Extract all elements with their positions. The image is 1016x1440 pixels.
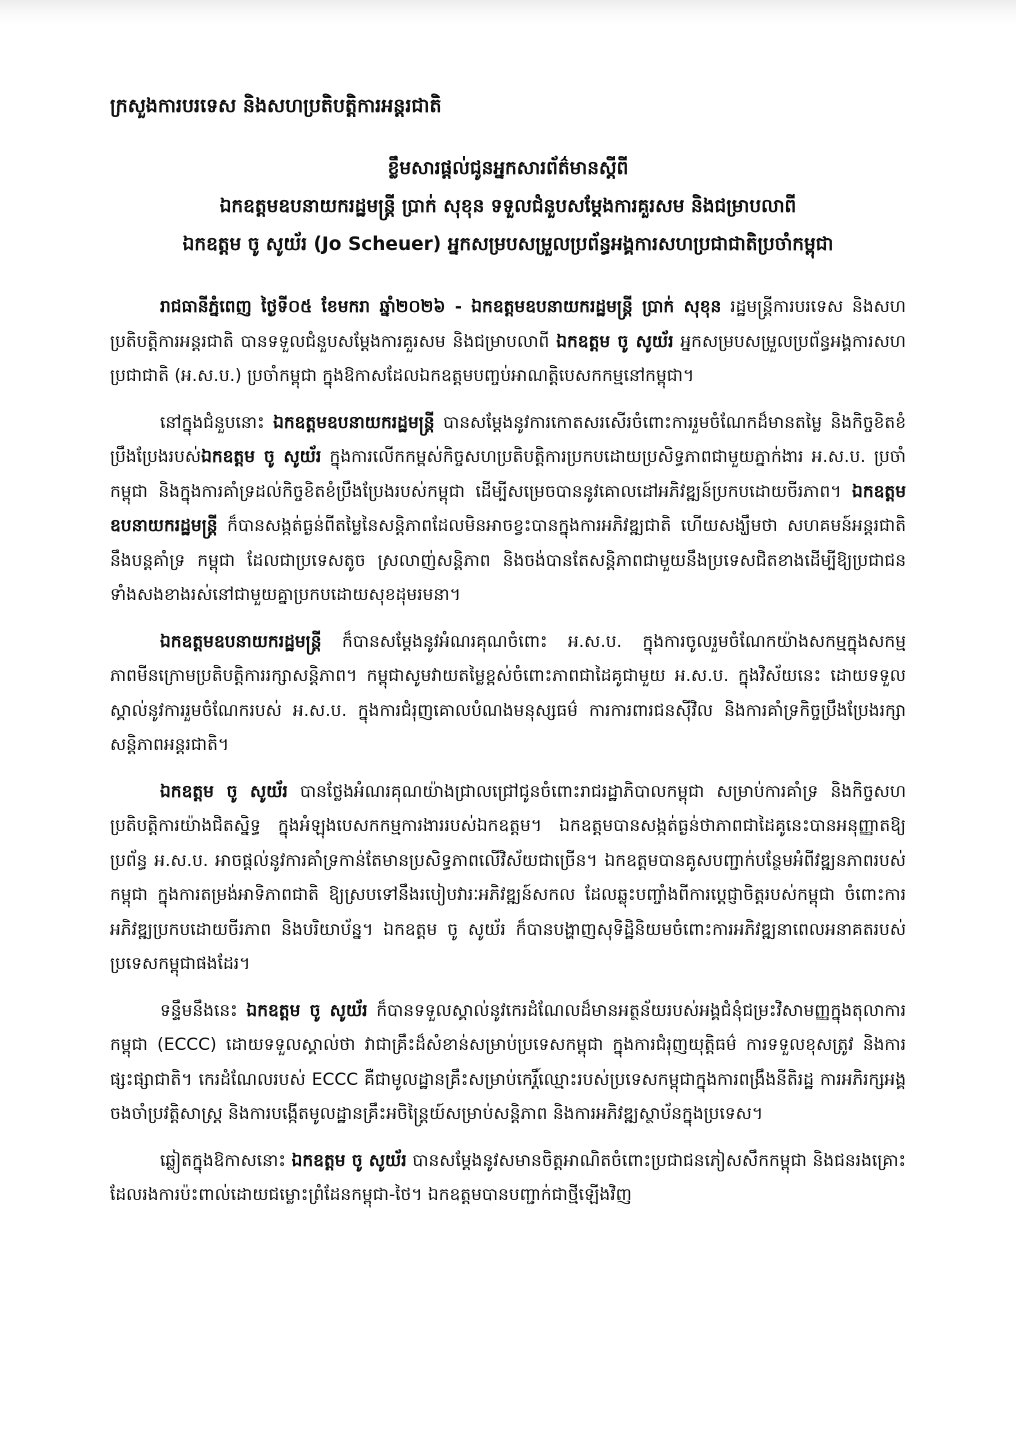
bold-text-run: ឯកឧត្តម ចូ សូយ័រ	[160, 781, 288, 802]
headline-line: ឯកឧត្តមឧបនាយករដ្ឋមន្ត្រី ប្រាក់ សុខុន ទទួលជំនួបសម្តែងការគួរសម និងជម្រាបលាពី	[219, 196, 797, 217]
text-run: អ្នកសម្របសម្រួលប្រព័ន្ធអង្គការសហប្រជាជាតិ (អ.ស.ប.) ប្រចាំកម្ពុជា ក្នុងឱកាសដែលឯកឧត្តមបញ្ចប់អាណត្តិបេសកកម្មនៅកម្ពុជា។	[110, 331, 906, 386]
body-paragraph	[110, 775, 906, 982]
bold-text-run: ឯកឧត្តម ចូ សូយ័រ	[201, 447, 322, 467]
text-run: ក្នុងការលើកកម្ពស់កិច្ចសហប្រតិបត្តិការប្រកបដោយប្រសិទ្ធភាពជាមួយភ្នាក់ងារ អ.ស.ប. ប្រចាំកម្ពុជា និងក្នុងការគាំទ្រដល់កិច្ចខិតខំប្រឹងប្រែងរបស់កម្ពុជា ដើម្បីសម្រេចបាននូវគោលដៅអភិវឌ្ឍន៍ប្រកបដោយចីរភាព។	[110, 447, 906, 502]
text-run: ក៏បានសង្កត់ធ្ងន់ពីតម្លៃនៃសន្តិភាពដែលមិនអាចខ្វះបានក្នុងការអភិវឌ្ឍជាតិ ហើយសង្ឃឹមថា សហគមន៍អន្តរជាតិនឹងបន្តគាំទ្រ កម្ពុជា ដែលជាប្រទេសតូច ស្រលាញ់សន្តិភាព និងចង់បានតែសន្តិភាពជាមួយនឹងប្រទេសជិតខាងដើម្បីឱ្យប្រជាជនទាំងសងខាងរស់នៅជាមួយគ្នាប្រកបដោយសុខដុមរមនា។	[110, 516, 906, 605]
ministry-name: ក្រសួងការបរទេស និងសហប្រតិបត្តិការអន្តរជាតិ	[110, 95, 442, 117]
body-paragraph	[110, 406, 906, 613]
body-paragraph	[110, 1144, 906, 1213]
text-run: បានសម្តែងនូវសមានចិត្តអាណិតចំពោះប្រជាជនភៀសសឹកកម្ពុជា និងជនរងគ្រោះ ដែលរងការប៉ះពាល់ដោយជម្លោះព្រំដែនកម្ពុជា-ថៃ។ ឯកឧត្តមបានបញ្ជាក់ជាថ្មីឡើងវិញ	[110, 1150, 906, 1205]
press-release-body	[110, 290, 906, 1213]
bold-text-run: ឯកឧត្តម ចូ សូយ័រ	[556, 331, 674, 352]
text-run: បានថ្លែងអំណរគុណយ៉ាងជ្រាលជ្រៅជូនចំពោះរាជរដ្ឋាភិបាលកម្ពុជា សម្រាប់ការគាំទ្រ និងកិច្ចសហប្រតិបត្តិការយ៉ាងជិតស្និទ្ធ ក្នុងអំឡុងបេសកកម្មការងាររបស់ឯកឧត្តម។ ឯកឧត្តមបានសង្កត់ធ្ងន់ថាភាពជាដៃគូនេះបានអនុញ្ញាតឱ្យប្រព័ន្ធ អ.ស.ប. អាចផ្តល់នូវការគាំទ្រកាន់តែមានប្រសិទ្ធភាពលើវិស័យជាច្រើន។ ឯកឧត្តមបានគូសបញ្ជាក់បន្ថែមអំពីវឌ្ឍនភាពរបស់កម្ពុជា ក្នុងការតម្រង់អាទិភាពជាតិ ឱ្យស្របទៅនឹងរបៀបវារៈអភិវឌ្ឍន៍សកល ដែលឆ្លុះបញ្ចាំងពីការប្តេជ្ញាចិត្តរបស់កម្ពុជា ចំពោះការអភិវឌ្ឍប្រកបដោយចីរភាព និងបរិយាប័ន្ន។ ឯកឧត្តម ចូ សូយ័រ ក៏បានបង្ហាញសុទិដ្ឋិនិយមចំពោះការអភិវឌ្ឍនាពេលអនាគតរបស់ប្រទេសកម្ពុជាផងដែរ។	[110, 781, 907, 974]
headline-line: ខ្លឹមសារផ្តល់ជូនអ្នកសារព័ត៌មានស្តីពី	[387, 158, 629, 179]
body-paragraph	[110, 625, 906, 763]
text-run: បានសម្តែងនូវការកោតសរសើរចំពោះការរួមចំណែកដ៏មានតម្លៃ និងកិច្ចខិតខំប្រឹងប្រែងរបស់	[110, 412, 906, 467]
text-run: រដ្ឋមន្ត្រីការបរទេស និងសហប្រតិបត្តិការអន្តរជាតិ បានទទួលជំនួបសម្តែងការគួរសម និងជម្រាបលាពី	[110, 297, 906, 352]
body-paragraph	[110, 290, 906, 394]
text-run: នៅក្នុងជំនួបនោះ	[160, 412, 274, 433]
bold-text-run: ឯកឧត្តម ចូ សូយ័រ	[246, 1000, 368, 1021]
bold-text-run: ឯកឧត្តមឧបនាយករដ្ឋមន្ត្រី	[273, 412, 435, 433]
bold-text-run: ឯកឧត្តមឧបនាយករដ្ឋមន្ត្រី	[160, 631, 322, 652]
bold-text-run: ឯកឧត្តមឧបនាយករដ្ឋមន្ត្រី	[110, 481, 906, 536]
bold-text-run: ឯកឧត្តម ចូ សូយ័រ	[291, 1150, 407, 1171]
text-run: ទន្ទឹមនឹងនេះ	[160, 1000, 247, 1021]
headline-line: ឯកឧត្តម ចូ សូយ័រ (Jo Scheuer) អ្នកសម្របសម្រួលប្រព័ន្ធអង្គការសហប្រជាជាតិប្រចាំកម្ពុជា	[182, 234, 834, 255]
body-paragraph	[110, 994, 906, 1132]
text-run: ក៏បានទទួលស្គាល់នូវកេរដំណែលដ៏មានអត្ថន័យរបស់អង្គជំនុំជម្រះវិសាមញ្ញក្នុងតុលាការកម្ពុជា (ECCC) ដោយទទួលស្គាល់ថា វាជាគ្រឹះដ៏សំខាន់សម្រាប់ប្រទេសកម្ពុជា ក្នុងការជំរុញយុត្តិធម៌ ការទទួលខុសត្រូវ និងការផ្សះផ្សាជាតិ។ កេរដំណែលរបស់ ECCC គឺជាមូលដ្ឋានគ្រឹះសម្រាប់កេរ្តិ៍ឈ្មោះរបស់ប្រទេសកម្ពុជាក្នុងការពង្រឹងនីតិរដ្ឋ ការអភិរក្សអង្គចងចាំប្រវត្តិសាស្ត្រ និងការបង្កើតមូលដ្ឋានគ្រឹះអចិន្ត្រៃយ៍សម្រាប់សន្តិភាព និងការអភិវឌ្ឍស្ថាប័នក្នុងប្រទេស។	[110, 1000, 906, 1124]
text-run: ឆ្លៀតក្នុងឱកាសនោះ	[160, 1150, 292, 1171]
press-release-headline	[110, 150, 906, 264]
text-run: ក៏បានសម្តែងនូវអំណរគុណចំពោះ អ.ស.ប. ក្នុងការចូលរួមចំណែកយ៉ាងសកម្មក្នុងសកម្មភាពមីនក្រោមប្រតិបត្តិការរក្សាសន្តិភាព។ កម្ពុជាសូមវាយតម្លៃខ្ពស់ចំពោះភាពជាដៃគូជាមួយ អ.ស.ប. ក្នុងវិស័យនេះ ដោយទទួលស្គាល់នូវការរួមចំណែករបស់ អ.ស.ប. ក្នុងការជំរុញគោលបំណងមនុស្សធម៌ ការការពារជនស៊ីវិល និងការគាំទ្រកិច្ចប្រឹងប្រែងរក្សាសន្តិភាពអន្តរជាតិ។	[110, 631, 906, 755]
bold-text-run: រាជធានីភ្នំពេញ ថ្ងៃទី០៥ ខែមករា ឆ្នាំ២០២៦ - ឯកឧត្តមឧបនាយករដ្ឋមន្ត្រី ប្រាក់ សុខុន	[160, 297, 722, 317]
